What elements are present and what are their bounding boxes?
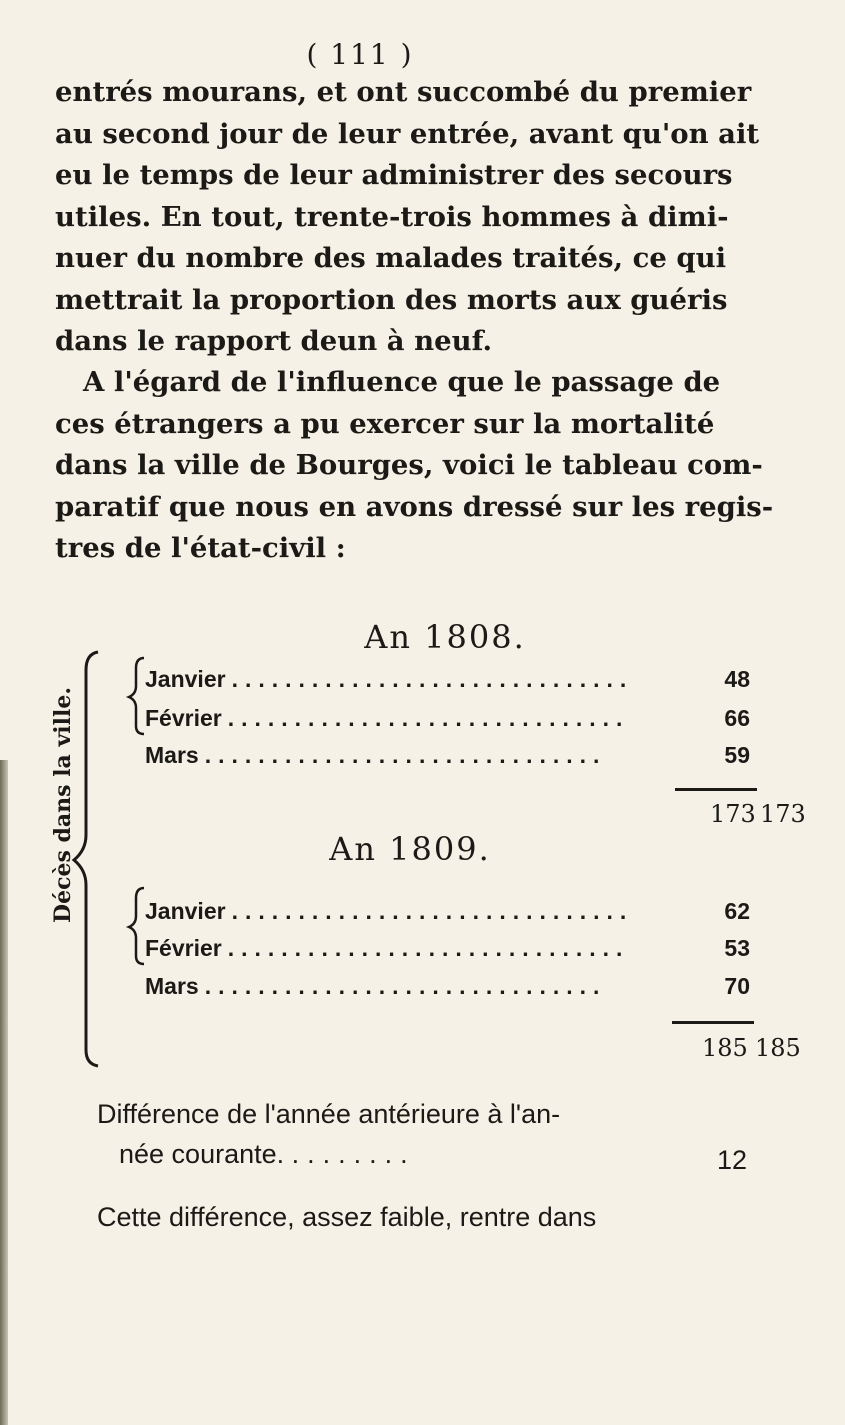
difference-value: 12 bbox=[716, 1145, 747, 1175]
dot-leader: ........ bbox=[291, 1139, 416, 1169]
death-count: 62 bbox=[724, 898, 750, 924]
dot-leader: .............................. bbox=[231, 898, 634, 924]
death-count: 53 bbox=[724, 935, 750, 961]
subtotal-1808: 173 bbox=[710, 800, 756, 828]
month-label: Mars bbox=[145, 973, 199, 999]
text-line: paratif que nous en avons dressé sur les regis- bbox=[55, 490, 774, 523]
text-line: tres de l'état-civil : bbox=[55, 532, 346, 564]
brace-1809 bbox=[129, 888, 144, 964]
difference-line: Différence de l'année antérieure à l'an- bbox=[97, 1099, 561, 1129]
month-label: Janvier bbox=[145, 666, 226, 692]
year-heading-1809: An 1809. bbox=[329, 830, 491, 868]
text-line: mettrait la proportion des morts aux guéris bbox=[55, 283, 728, 316]
month-label: Mars bbox=[145, 742, 199, 768]
difference-label: née courante. bbox=[119, 1139, 285, 1169]
death-count: 48 bbox=[724, 666, 750, 692]
text-line: eu le temps de leur administrer des secours bbox=[55, 159, 733, 191]
paragraph-2 bbox=[55, 362, 774, 570]
text-line: dans la ville de Bourges, voici le tableau com- bbox=[55, 449, 763, 481]
table-row bbox=[145, 742, 750, 769]
death-count: 59 bbox=[724, 742, 750, 768]
sum-rule bbox=[672, 1021, 754, 1024]
text-line: A l'égard de l'influence que le passage de bbox=[83, 366, 721, 398]
dot-leader: .............................. bbox=[204, 742, 607, 768]
text-line: ces étrangers a pu exercer sur la mortalité bbox=[55, 407, 715, 440]
text-line: nuer du nombre des malades traités, ce qui bbox=[55, 242, 727, 274]
sum-rule bbox=[675, 788, 757, 791]
total-1809: 185 bbox=[755, 1034, 801, 1062]
table-row bbox=[145, 973, 750, 1000]
page-number: ( 111 ) bbox=[306, 38, 414, 71]
month-label: Février bbox=[145, 935, 222, 961]
year-heading-1808: An 1808. bbox=[364, 618, 526, 656]
dot-leader: .............................. bbox=[231, 666, 634, 692]
text-line: au second jour de leur entrée, avant qu'on ait bbox=[55, 117, 760, 150]
dot-leader: .............................. bbox=[204, 973, 607, 999]
table-row bbox=[145, 705, 750, 732]
death-count: 70 bbox=[724, 973, 750, 999]
closing-line: Cette différence, assez faible, rentre dans bbox=[97, 1202, 597, 1232]
text-line: entrés mourans, et ont succombé du premier bbox=[55, 76, 752, 108]
table-row bbox=[145, 666, 750, 693]
text-line: dans le rapport deun à neuf. bbox=[55, 325, 493, 357]
month-label: Février bbox=[145, 705, 222, 731]
difference-line bbox=[97, 1134, 757, 1174]
text-line: utiles. En tout, trente-trois hommes à dimi- bbox=[55, 200, 729, 233]
total-1808: 173 bbox=[760, 800, 806, 828]
death-count: 66 bbox=[724, 705, 750, 731]
subtotal-1809: 185 bbox=[702, 1034, 748, 1062]
page-spine-shadow bbox=[0, 760, 8, 1425]
month-label: Janvier bbox=[145, 898, 226, 924]
dot-leader: .............................. bbox=[227, 935, 630, 961]
table-row bbox=[145, 898, 750, 925]
brace-1808 bbox=[129, 658, 144, 734]
side-label-text: Décès dans la ville. bbox=[50, 687, 76, 923]
difference-statement bbox=[97, 1094, 757, 1174]
paragraph-1 bbox=[55, 72, 760, 363]
dot-leader: .............................. bbox=[227, 705, 630, 731]
table-row bbox=[145, 935, 750, 962]
